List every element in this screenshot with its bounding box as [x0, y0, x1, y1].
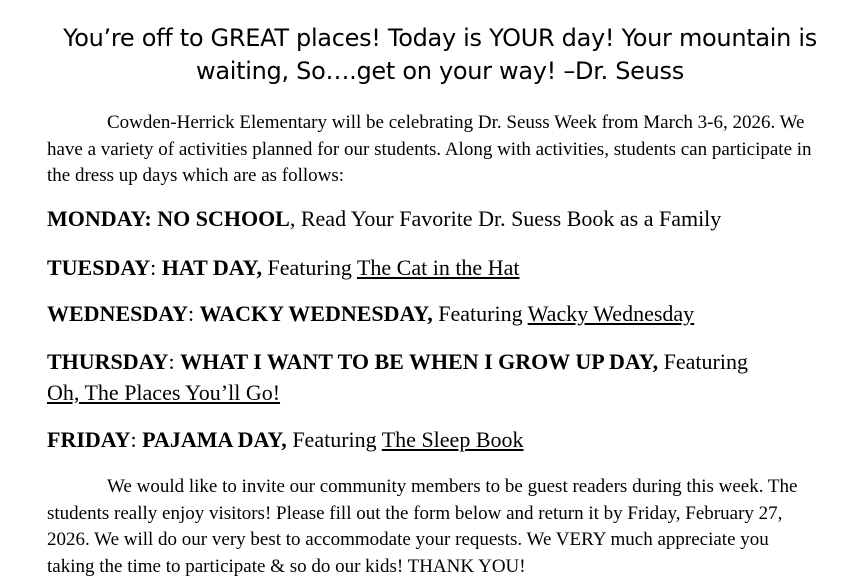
monday-rest: , Read Your Favorite Dr. Suess Book as a Family — [289, 206, 722, 231]
wednesday-featuring: Featuring — [432, 301, 528, 326]
thursday-day: THURSDAY — [47, 349, 169, 374]
monday-line — [47, 203, 837, 234]
wednesday-book: Wacky Wednesday — [527, 301, 695, 326]
closing-text: We would like to invite our community members to be guest readers during this week. The students really enjoy visitors! Please fill out the form below and return it by Friday, February 27, 2026. We will do our very best to accommodate your requests. We VERY much appreciate you taking the time to participate & so do our kids! THANK YOU! — [47, 476, 798, 577]
intro-text: Cowden-Herrick Elementary will be celebrating Dr. Seuss Week from March 3-6, 2026. We have a variety of activities planned for our students. Along with activities, students can participate in the dress up days which are as follows: — [47, 112, 812, 186]
wednesday-theme: WACKY WEDNESDAY, — [199, 301, 433, 326]
wednesday-sep: : — [188, 301, 200, 326]
tuesday-line — [47, 252, 837, 283]
wednesday-line — [47, 298, 837, 329]
friday-day: FRIDAY — [47, 427, 131, 452]
friday-featuring: Featuring — [286, 427, 382, 452]
monday-label: MONDAY: NO SCHOOL — [47, 206, 290, 231]
tuesday-featuring: Featuring — [262, 255, 357, 280]
thursday-featuring: Featuring — [658, 349, 748, 374]
seuss-quote — [40, 22, 840, 88]
wednesday-day: WEDNESDAY — [47, 301, 189, 326]
closing-paragraph — [47, 474, 817, 580]
thursday-book: Oh, The Places You’ll Go! — [47, 380, 281, 405]
quote-line-2: waiting, So….get on your way! –Dr. Seuss — [196, 57, 684, 85]
friday-book: The Sleep Book — [381, 427, 524, 452]
thursday-sep: : — [168, 349, 181, 374]
friday-theme: PAJAMA DAY, — [142, 427, 287, 452]
thursday-line — [47, 346, 837, 408]
thursday-theme: WHAT I WANT TO BE WHEN I GROW UP DAY, — [180, 349, 659, 374]
friday-line — [47, 424, 837, 455]
tuesday-theme: HAT DAY, — [161, 255, 263, 280]
friday-sep: : — [130, 427, 143, 452]
tuesday-book: The Cat in the Hat — [356, 255, 520, 280]
intro-paragraph — [47, 110, 817, 190]
tuesday-sep: : — [150, 255, 162, 280]
quote-line-1: You’re off to GREAT places! Today is YOUR day! Your mountain is — [63, 24, 817, 52]
tuesday-day: TUESDAY — [47, 255, 151, 280]
